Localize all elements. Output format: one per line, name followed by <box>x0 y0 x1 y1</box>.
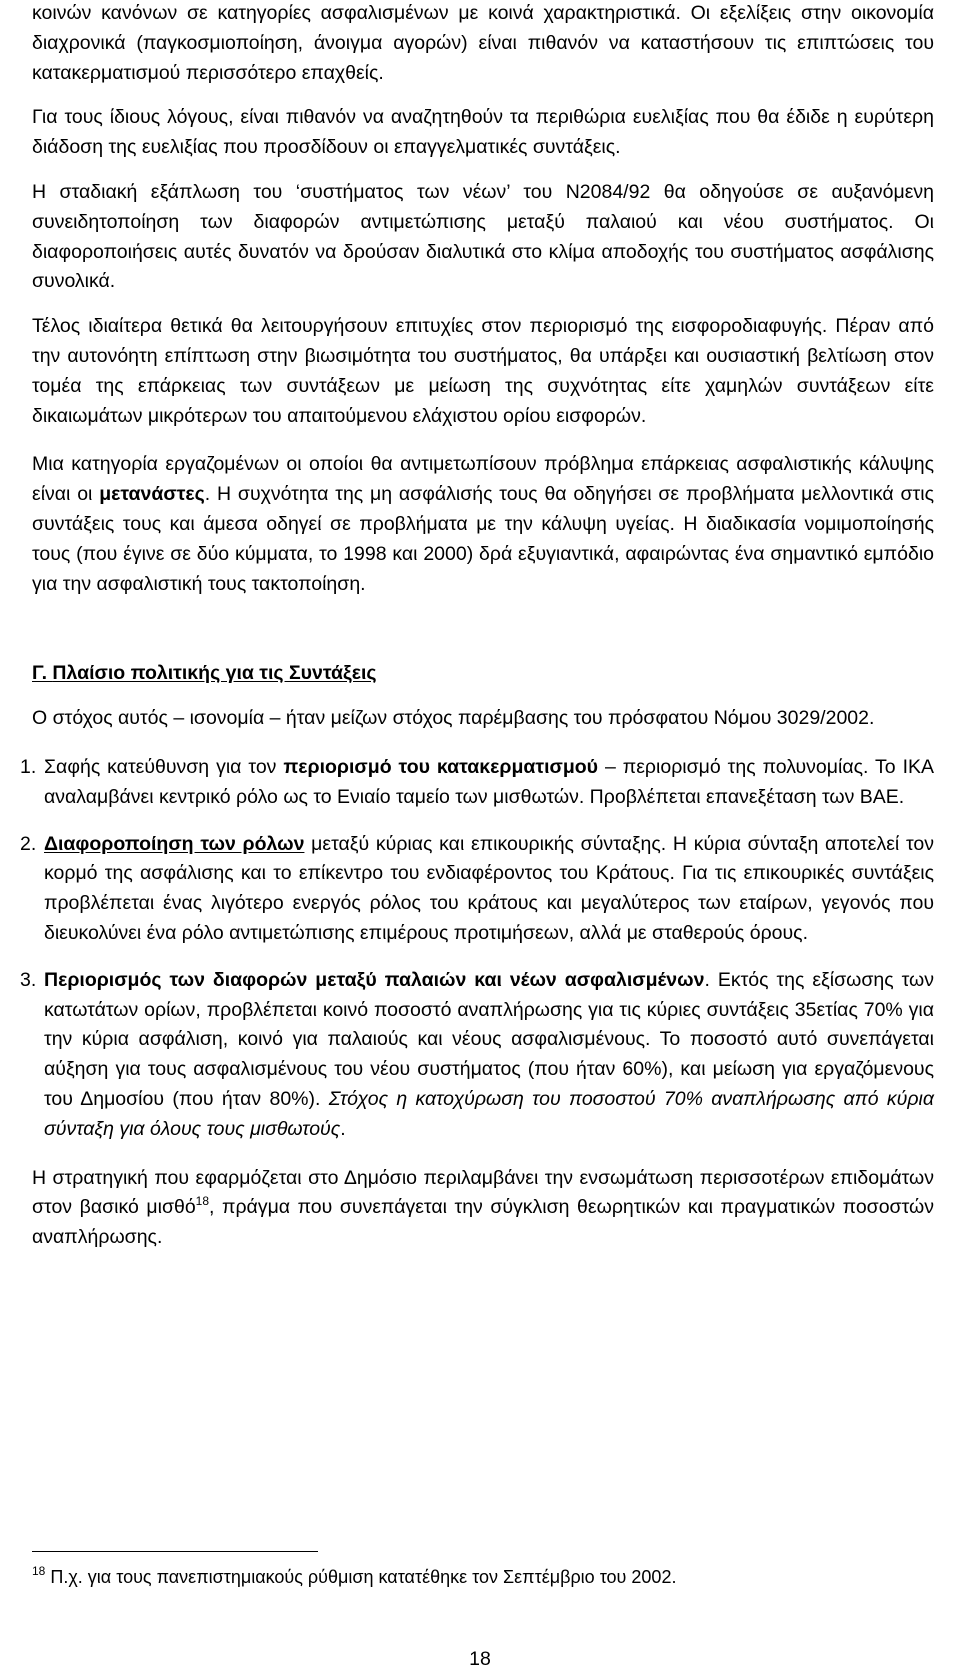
list-italic-goal: Στόχος η κατοχύρωση του ποσοστού 70% αναπλήρωσης από κύρια σύνταξη για όλους τους μισθωτούς <box>44 1087 934 1140</box>
section-letter: Γ. <box>32 662 47 685</box>
paragraph-4: Τέλος ιδιαίτερα θετικά θα λειτουργήσουν επιτυχίες στον περιορισμό της εισφοροδιαφυγής. Πέραν από την αυτονόητη επίπτωση στην βιωσιμότητα του συστήματος, θα υπάρξει και ουσιαστική βελτίωση στον τομέα της επάρκειας των συντάξεων με μείωση της συχνότητας είτε χαμηλών συντάξεων είτε δικαιωμάτων μικρότερων του απαιτούμενου ελάχιστου ορίου εισφορών. <box>32 315 934 427</box>
list-number: 1. <box>20 755 37 778</box>
list-text-start: Σαφής κατεύθυνση για τον <box>44 755 284 778</box>
footnote-separator <box>32 1551 318 1552</box>
list-number: 3. <box>20 968 37 991</box>
main-text <box>20 0 935 1587</box>
footnote-number: 18 <box>32 1564 46 1578</box>
paragraph-3: Η σταδιακή εξάπλωση του ‘συστήματος των νέων’ του Ν2084/92 θα οδηγούσε σε αυξανόμενη συνειδητοποίηση των διαφορών αντιμετώπισης μεταξύ παλαιού και νέου συστήματος. Οι διαφοροποιήσεις αυτές δυνατόν να δρούσαν διαλυτικά στο κλίμα αποδοχής του συστήματος ασφάλισης συνολικά. <box>32 180 934 293</box>
list-text-end: μεταξύ κύριας και επικουρικής σύνταξης. Η κύρια σύνταξη αποτελεί τον κορμό της ασφάλισης και το επίκεντρο του ενδιαφέροντος του Κράτους. Για τις επικουρικές συντάξεις προβλέπεται ένας λιγότερο ενεργός ρόλος του κράτους και μεγαλύτερος των εταίρων, γεγονός που διευκολύνει ένα ρόλο αντιμετώπισης επιμέρους προτιμήσεων, αλλά με σταθερούς όρους. <box>44 832 934 944</box>
section-intro: Ο στόχος αυτός – ισονομία – ήταν μείζων στόχος παρέμβασης του πρόσφατου Νόμου 3029/2002. <box>32 707 875 730</box>
migrants-emphasis: μετανάστες <box>99 483 205 506</box>
list-text-middle: . Εκτός της εξίσωσης των κατωτάτων ορίων, προβλέπεται κοινό ποσοστό αναπλήρωσης για τις κύριες συντάξεις 35ετίας 70% για την κύρια ασφάλιση, κοινό για παλαιούς και νέους ασφαλισμένους. Το ποσοστό αυτό συνεπάγεται αύξηση για τους ασφαλισμένους του νέου συστήματος (που ήταν 60%), και μείωση για εργαζόμενους του Δημοσίου (που ήταν 80%). <box>44 968 935 1110</box>
footnote-text: Π.χ. για τους πανεπιστημιακούς ρύθμιση κατατέθηκε τον Σεπτέμβριο του 2002. <box>45 1567 677 1587</box>
footnote-reference[interactable]: 18 <box>195 1193 210 1208</box>
section-heading <box>32 659 934 689</box>
closing-end: , πράγμα που συνεπάγεται την σύγκλιση θεωρητικών και πραγματικών ποσοστών αναπλήρωσης. <box>32 1196 934 1249</box>
paragraph-5-end: . Η συχνότητα της μη ασφάλισής τους θα οδηγήσει σε προβλήματα μελλοντικά στις συντάξεις τους και άμεσα οδηγεί σε προβλήματα με την κάλυψη υγείας. Η διαδικασία νομιμοποίησής τους (που έγινε σε δύο κύμματα, το 1998 και 2000) δρά εξυγιαντικά, αφαιρώντας ένα σημαντικό εμπόδιο για την ασφαλιστική τους τακτοποίηση. <box>32 483 934 595</box>
list-emphasis: Διαφοροποίηση των ρόλων <box>44 832 305 855</box>
list-text-end: – περιορισμό της πολυνομίας. Το ΙΚΑ αναλαμβάνει κεντρικό ρόλο ως το Ενιαίο ταμείο των μισθωτών. Προβλέπεται επανεξέταση των ΒΑΕ. <box>44 755 935 808</box>
policy-list <box>20 753 935 1145</box>
paragraph-5 <box>32 450 934 599</box>
paragraph-1: κοινών κανόνων σε κατηγορίες ασφαλισμένων με κοινά χαρακτηριστικά. Οι εξελίξεις στην οικονομία διαχρονικά (παγκοσμιοποίηση, άνοιγμα αγορών) είναι πιθανόν να καταστήσουν τις επιπτώσεις του κατακερματισμού περισσότερο επαχθείς. <box>32 2 934 84</box>
footnote <box>32 1564 934 1590</box>
list-number: 2. <box>20 832 37 855</box>
paragraph-2: Για τους ίδιους λόγους, είναι πιθανόν να αναζητηθούν τα περιθώρια ευελιξίας που θα έδιδε η ευρύτερη διάδοση της ευελιξίας που προσδίδουν οι επαγγελματικές συντάξεις. <box>32 106 934 159</box>
list-item <box>20 753 935 813</box>
list-item <box>20 966 935 1145</box>
closing-paragraph <box>32 1164 934 1253</box>
list-item <box>20 830 934 949</box>
list-emphasis: Περιορισμός των διαφορών μεταξύ παλαιών και νέων ασφαλισμένων <box>44 968 705 991</box>
section-title: Πλαίσιο πολιτικής για τις Συντάξεις <box>52 662 377 685</box>
list-emphasis: περιορισμό του κατακερματισμού <box>283 755 599 778</box>
paragraph-5-start: Μια κατηγορία εργαζομένων οι οποίοι θα αντιμετωπίσουν πρόβλημα επάρκειας ασφαλιστικής κάλυψης είναι οι <box>32 453 934 506</box>
list-text-end: . <box>340 1117 346 1140</box>
closing-start: Η στρατηγική που εφαρμόζεται στο Δημόσιο περιλαμβάνει την ενσωμάτωση περισσοτέρων επιδομάτων στον βασικό μισθό <box>32 1166 934 1219</box>
page-number: 18 <box>469 1648 491 1670</box>
